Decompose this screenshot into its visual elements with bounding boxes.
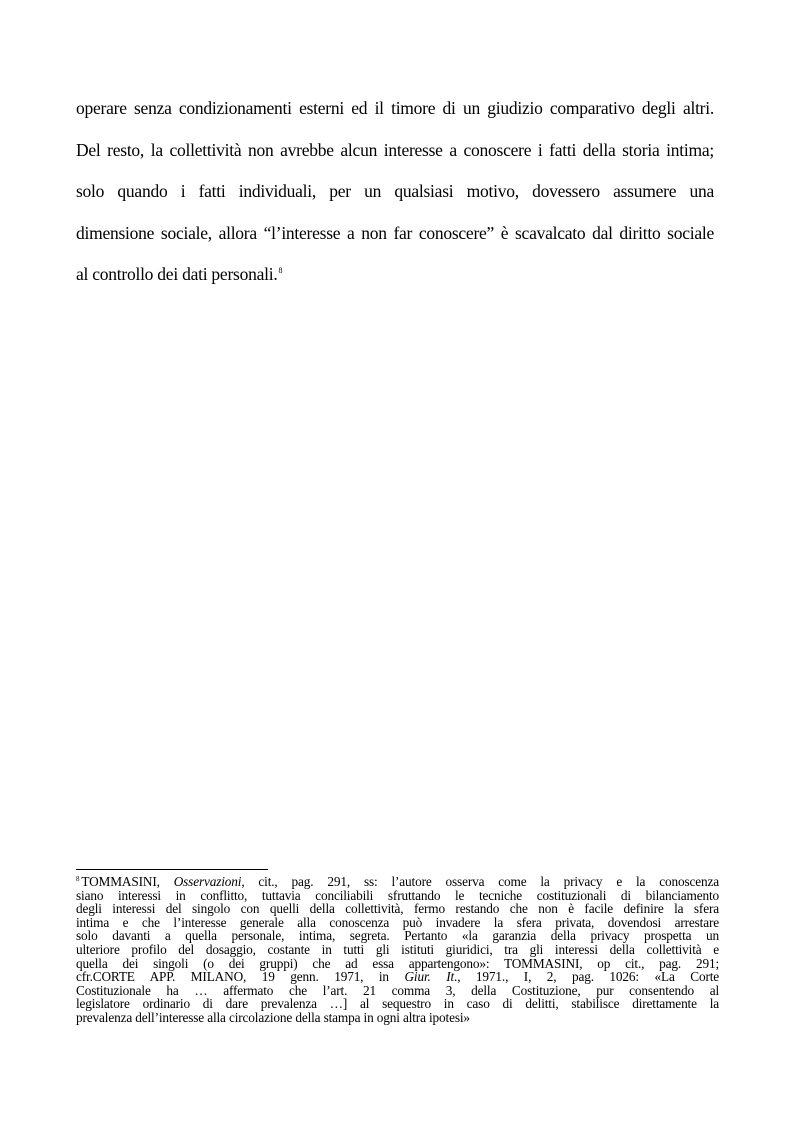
- footnote-text: ., 1971., I, 2, pag. 1026: «La Corte: [454, 969, 720, 985]
- footnote-line: ulteriore profilo del dosaggio, costante in tutti gli istituti giuridici, tra gli interessi della collettività e: [76, 941, 719, 957]
- footnote-line: Costituzionale ha … affermato che l’art. 21 comma 3, della Costituzione, pur consentendo al: [76, 982, 719, 998]
- footnote-italic-title: Osservazioni: [173, 874, 242, 889]
- footnote-line: degli interessi del singolo con quelli della collettività, fermo restando che non è facile definire la sfera: [76, 901, 719, 917]
- footnote-line: [76, 970, 719, 984]
- paragraph-line-last: [76, 254, 714, 296]
- footnote-reference[interactable]: 8: [278, 266, 283, 276]
- footnote-marker: 8: [76, 874, 80, 883]
- footnote-text: , cit., pag. 291, ss: l’autore osserva come la privacy e la conoscenza: [241, 874, 719, 889]
- paragraph-line: operare senza condizionamenti esterni ed il timore di un giudizio comparativo degli altri.: [76, 98, 714, 118]
- paragraph-line: dimensione sociale, allora “l’interesse a non far conoscere” è scavalcato dal diritto sociale: [76, 222, 714, 243]
- main-paragraph: [76, 88, 714, 296]
- footnote-line: quella dei singoli (o dei gruppi) che ad essa appartengono»: TOMMASINI, op cit., pag. 291;: [76, 955, 719, 971]
- paragraph-line-text: al controllo dei dati personali.: [76, 264, 278, 284]
- footnote-text: cfr.CORTE APP. MILANO, 19 genn. 1971, in: [76, 969, 405, 985]
- footnote: [76, 875, 719, 1025]
- paragraph-line: solo quando i fatti individuali, per un qualsiasi motivo, dovessero assumere una: [76, 181, 714, 201]
- footnote-italic-journal: Giur. It: [404, 969, 455, 985]
- footnote-line-last: prevalenza dell’interesse alla circolazione della stampa in ogni altra ipotesi»: [76, 1009, 470, 1025]
- footnote-line: solo davanti a quella personale, intima, segreta. Pertanto «la garanzia della privacy prospetta un: [76, 928, 719, 944]
- paragraph-line: Del resto, la collettività non avrebbe alcun interesse a conoscere i fatti della storia intima;: [76, 139, 714, 160]
- footnote-line: siano interessi in conflitto, tuttavia conciliabili sfruttando le tecniche costituzionali di bilanciamento: [76, 887, 719, 903]
- footnote-text: TOMMASINI,: [81, 874, 174, 889]
- footnote-line: legislatore ordinario di dare prevalenza …] al sequestro in caso di delitti, stabilisce direttamente la: [76, 996, 719, 1012]
- footnote-separator: [76, 869, 268, 870]
- footnote-line: [76, 875, 719, 889]
- footnote-line: intima e che l’interesse generale alla conoscenza può invadere la sfera privata, dovendosi arrestare: [76, 914, 719, 930]
